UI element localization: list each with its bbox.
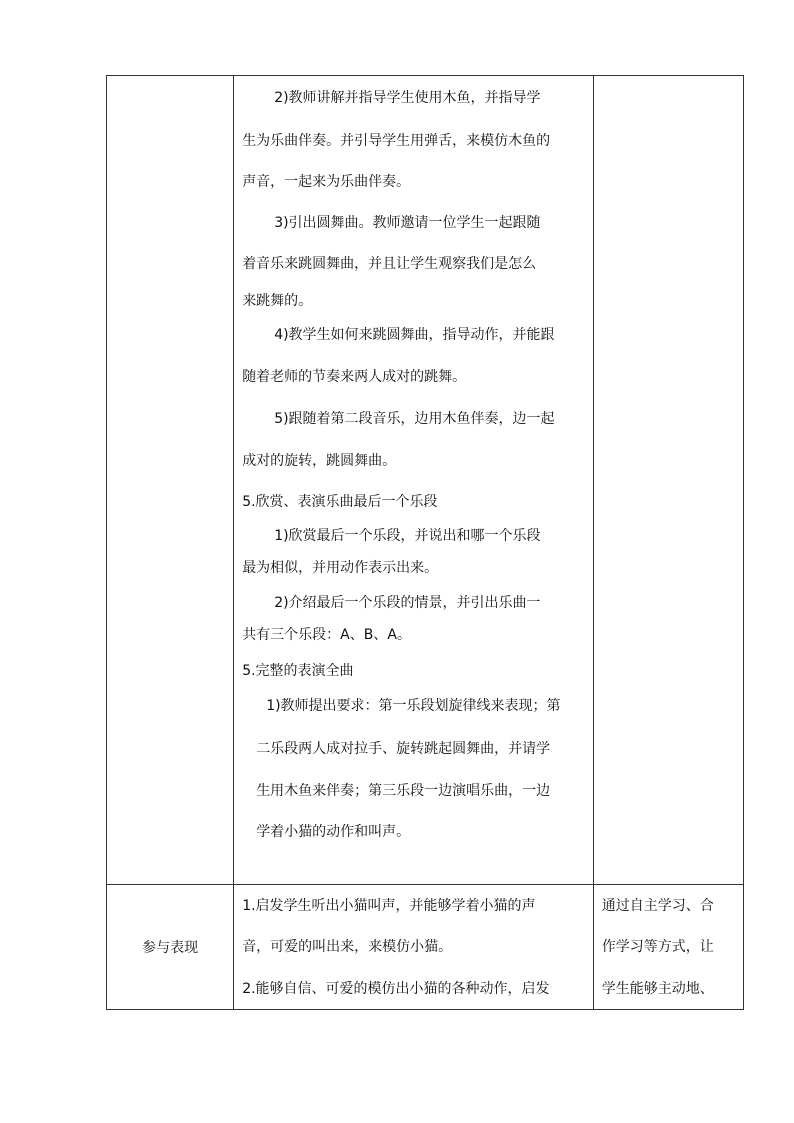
text-line: 1.启发学生听出小猫叫声，并能够学着小猫的声 (242, 898, 536, 914)
notes-cell (593, 885, 743, 1010)
text-line: 成对的旋转，跳圆舞曲。 (242, 453, 397, 469)
lesson-plan-table (106, 75, 744, 1010)
text-line: 1)教师提出要求：第一乐段划旋律线来表现；第 (266, 698, 561, 714)
table-row (107, 76, 744, 885)
text-line: 着音乐来跳圆舞曲，并且让学生观察我们是怎么 (242, 256, 537, 272)
text-line: 作学习等方式，让 (601, 939, 714, 955)
section-label-cell (107, 885, 234, 1010)
text-line: 5)跟随着第二段音乐，边用木鱼伴奏，边一起 (274, 411, 555, 427)
text-line: 声音，一起来为乐曲伴奏。 (242, 174, 411, 190)
text-line: 4)教学生如何来跳圆舞曲，指导动作，并能跟 (274, 327, 555, 343)
text-line: 最为相似，并用动作表示出来。 (242, 560, 439, 576)
text-line: 二乐段两人成对拉手、旋转跳起圆舞曲，并请学 (256, 741, 551, 757)
teaching-process-cell (234, 76, 594, 885)
table-row (107, 885, 744, 1010)
text-line: 随着老师的节奏来两人成对的跳舞。 (242, 369, 467, 385)
text-line: 生为乐曲伴奏。并引导学生用弹舌，来模仿木鱼的 (242, 133, 551, 149)
text-line: 2.能够自信、可爱的模仿出小猫的各种动作，启发 (242, 981, 550, 997)
text-line: 3)引出圆舞曲。教师邀请一位学生一起跟随 (274, 215, 541, 231)
notes-cell (593, 76, 743, 885)
section-heading: 5.欣赏、表演乐曲最后一个乐段 (242, 494, 438, 510)
text-line: 学生能够主动地、 (601, 981, 714, 997)
goal-cell (234, 885, 594, 1010)
text-line: 2)介绍最后一个乐段的情景，并引出乐曲一 (274, 595, 541, 611)
text-line: 来跳舞的。 (242, 293, 313, 309)
text-line: 2)教师讲解并指导学生使用木鱼，并指导学 (274, 90, 541, 106)
text-line: 通过自主学习、合 (601, 898, 714, 914)
text-line: 生用木鱼来伴奏；第三乐段一边演唱乐曲，一边 (256, 783, 551, 799)
section-label: 参与表现 (142, 940, 199, 956)
text-line: 音，可爱的叫出来，来模仿小猫。 (242, 939, 453, 955)
section-label-cell (107, 76, 234, 885)
text-line: 1)欣赏最后一个乐段，并说出和哪一个乐段 (274, 528, 541, 544)
section-heading: 5.完整的表演全曲 (242, 663, 354, 679)
text-line: 学着小猫的动作和叫声。 (256, 824, 411, 840)
text-line: 共有三个乐段：A、B、A。 (242, 627, 411, 643)
